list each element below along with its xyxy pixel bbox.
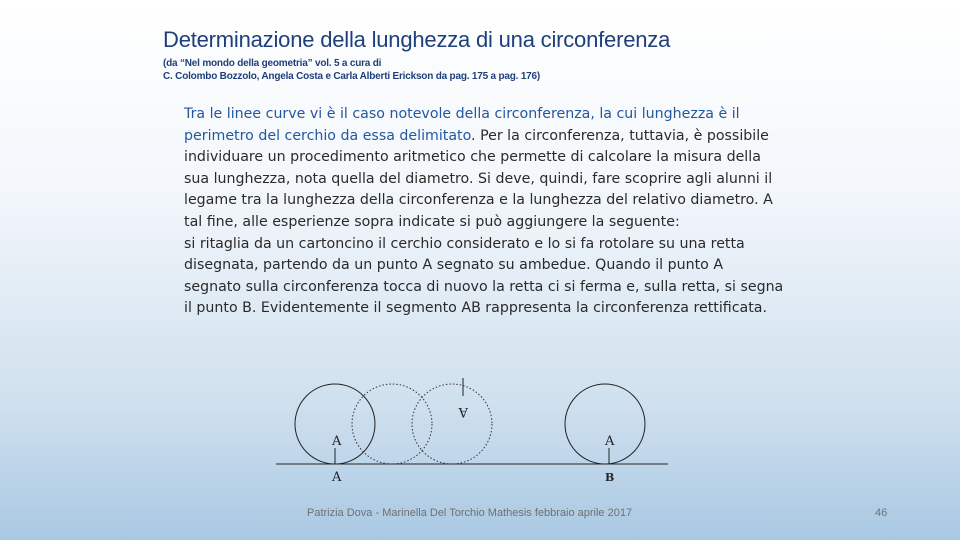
label-a-circle-left: A bbox=[332, 434, 342, 449]
rolling-circle-diagram bbox=[270, 372, 680, 492]
label-a-line-left: A bbox=[332, 470, 342, 485]
body-paragraph-2: si ritaglia da un cartoncino il cerchio considerato e lo si fa rotolare su una retta disegnata, partendo da un punto A segnato su ambedue. Quando il punto A segnato sulla circonferenza tocca di nuovo la retta ci si ferma e, sulla retta, si segna il punto B. Evidentemente il segmento AB rappresenta la circonferenza rettificata. bbox=[184, 235, 784, 317]
label-b-line-right: B bbox=[605, 471, 615, 484]
circle-end bbox=[565, 384, 645, 464]
page-number: 46 bbox=[875, 507, 888, 519]
footer-credits: Patrizia Dova - Marinella Del Torchio Mathesis febbraio aprile 2017 bbox=[307, 507, 633, 519]
subtitle-line-2: C. Colombo Bozzolo, Angela Costa e Carla Alberti Erickson da pag. 175 a pag. 176) bbox=[163, 71, 541, 82]
circle-rolling-2 bbox=[412, 384, 492, 464]
subtitle-line-1: (da “Nel mondo della geometria” vol. 5 a cura di bbox=[163, 58, 382, 69]
slide-title: Determinazione della lunghezza di una circonferenza bbox=[163, 27, 671, 52]
body-rest: . Per la circonferenza, tuttavia, è possibile individuare un procedimento aritmetico che permette di calcolare la misura della sua lunghezza, nota quella del diametro. Si deve, quindi, fare scoprire agli alunni il legame tra la lunghezza della circonferenza e la lunghezza del relativo diametro. A tal fine, alle esperienze sopra indicate si può aggiungere la seguente: bbox=[184, 127, 773, 230]
body-text bbox=[184, 104, 784, 320]
label-a-top-inverted: A bbox=[458, 404, 468, 419]
slide-subtitle bbox=[163, 57, 540, 83]
label-a-circle-right: A bbox=[605, 434, 615, 449]
body-highlight: Tra le linee curve vi è il caso notevole della circonferenza, la cui lunghezza è il perimetro del cerchio da essa delimitato bbox=[184, 106, 740, 144]
